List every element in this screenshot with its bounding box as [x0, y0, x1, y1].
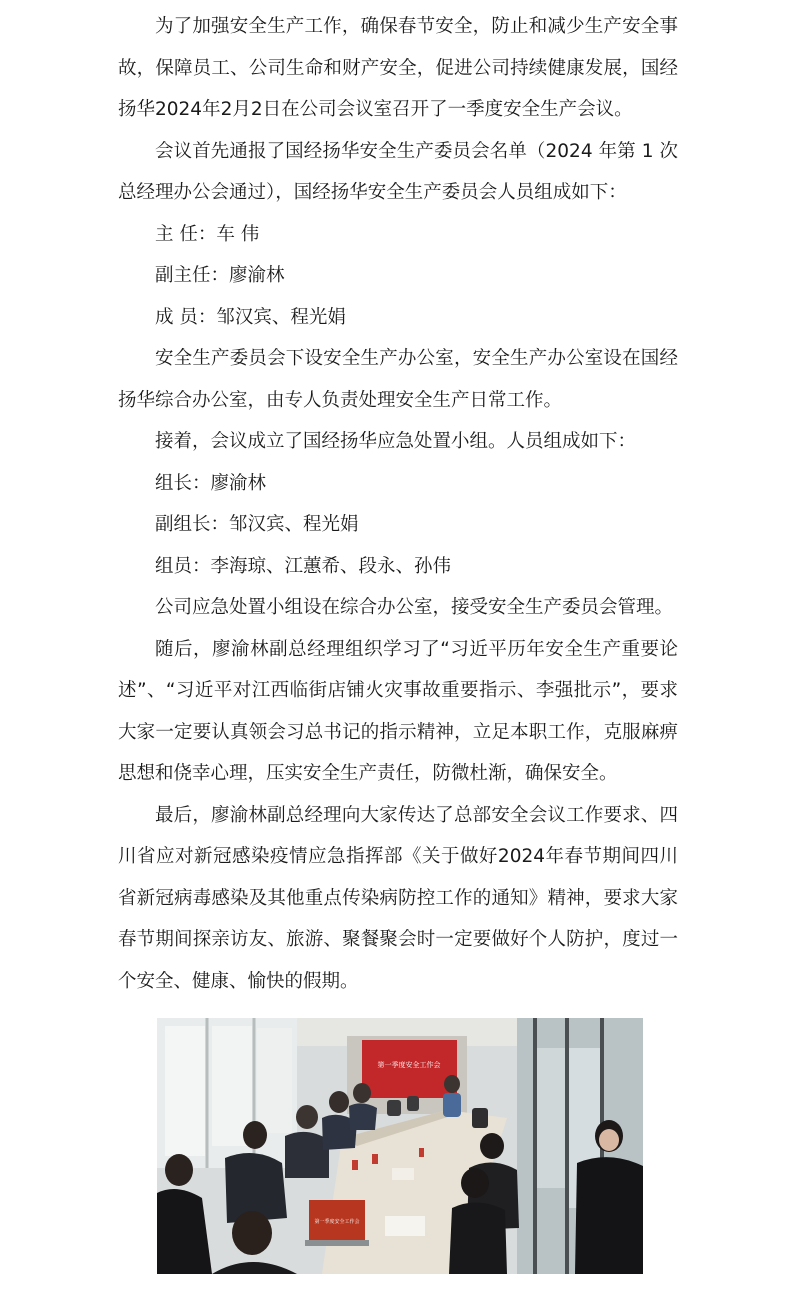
paragraph-committee-list: 会议首先通报了国经扬华安全生产委员会名单（2024 年第 1 次总经理办公会通过），国经扬华安全生产委员会人员组成如下：	[118, 140, 678, 203]
meeting-photo	[157, 1018, 643, 1274]
committee-director: 主 任：车 伟	[155, 223, 260, 245]
group-leader: 组长：廖渝林	[155, 472, 267, 494]
article-body	[118, 6, 678, 1002]
committee-members: 成 员：邹汉宾、程光娟	[155, 306, 346, 328]
paragraph-emergency-group: 接着，会议成立了国经扬华应急处置小组。人员组成如下：	[155, 431, 637, 452]
group-members: 组员：李海琼、江蕙希、段永、孙伟	[155, 555, 452, 577]
paragraph-study: 随后，廖渝林副总经理组织学习了“习近平历年安全生产重要论述”、“习近平对江西临街店铺火灾事故重要指示、李强批示”，要求大家一定要认真领会习总书记的指示精神，立足本职工作，克服麻痹思想和侥幸心理，压实安全生产责任，防微杜渐，确保安全。	[118, 638, 678, 784]
paragraph-emergency-office: 公司应急处置小组设在综合办公室，接受安全生产委员会管理。	[155, 597, 674, 618]
screen-title: 第一季度安全工作会	[377, 1061, 441, 1069]
group-deputy-leader: 副组长：邹汉宾、程光娟	[155, 514, 359, 535]
paragraph-safety-office: 安全生产委员会下设安全生产办公室，安全生产办公室设在国经扬华综合办公室，由专人负责处理安全生产日常工作。	[118, 348, 678, 411]
committee-deputy-director: 副主任：廖渝林	[155, 265, 285, 286]
projector-screen	[362, 1040, 457, 1098]
paragraph-intro: 为了加强安全生产工作，确保春节安全，防止和减少生产安全事故，保障员工、公司生命和财产安全，促进公司持续健康发展，国经扬华2024年2月2日在公司会议室召开了一季度安全生产会议。	[118, 16, 678, 120]
laptop-title: 第一季度安全工作会	[314, 1219, 360, 1225]
paragraph-closing: 最后，廖渝林副总经理向大家传达了总部安全会议工作要求、四川省应对新冠感染疫情应急指挥部《关于做好2024年春节期间四川省新冠病毒感染及其他重点传染病防控工作的通知》精神，要求大家春节期间探亲访友、旅游、聚餐聚会时一定要做好个人防护，度过一个安全、健康、愉快的假期。	[118, 804, 678, 992]
